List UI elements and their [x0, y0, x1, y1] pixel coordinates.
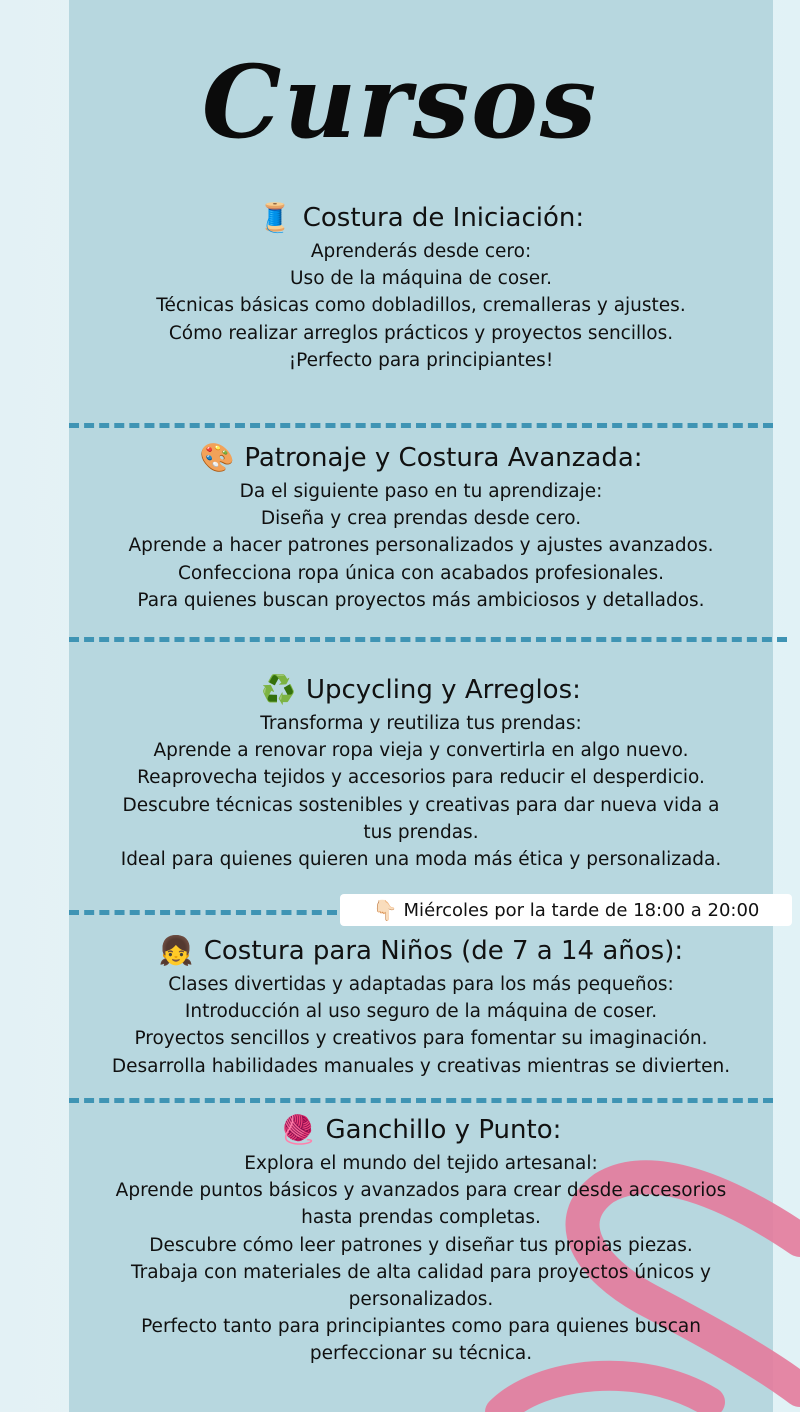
section-divider: [69, 1098, 773, 1103]
recycle-icon: ♻️: [261, 673, 296, 706]
course-title: Ganchillo y Punto:: [325, 1115, 562, 1145]
course-heading: [69, 440, 773, 476]
course-line: Desarrolla habilidades manuales y creativas mientras se divierten.: [111, 1055, 731, 1077]
course-line: Descubre técnicas sostenibles y creativas para dar nueva vida a: [122, 794, 720, 816]
yarn-ball-icon: 🧶: [280, 1113, 316, 1146]
course-line: Trabaja con materiales de alta calidad para proyectos únicos y: [131, 1261, 711, 1283]
thread-spool-icon: 🧵: [257, 201, 293, 234]
page-title: Cursos: [201, 43, 599, 161]
course-title: Costura de Iniciación:: [302, 203, 585, 233]
course-line: Clases divertidas y adaptadas para los más pequeños:: [168, 974, 674, 995]
course-title: Upcycling y Arreglos:: [305, 675, 581, 705]
course-heading: [69, 200, 773, 236]
course-line: Aprende a renovar ropa vieja y convertirla en algo nuevo.: [153, 740, 689, 762]
course-line: Introducción al uso seguro de la máquina de coser.: [184, 1001, 658, 1023]
course-line: Reaprovecha tejidos y accesorios para reducir el desperdicio.: [137, 767, 705, 789]
schedule-badge: [340, 894, 792, 926]
course-line: Técnicas básicas como dobladillos, cremalleras y ajustes.: [156, 295, 686, 317]
course-line: personalizados.: [348, 1289, 494, 1311]
course-section-upcycling: [69, 672, 773, 873]
course-line: Diseña y crea prendas desde cero.: [260, 508, 582, 530]
course-line: Descubre cómo leer patrones y diseñar tus propias piezas.: [149, 1234, 693, 1256]
pointing-down-icon: 👇🏻: [372, 898, 398, 922]
artist-palette-icon: 🎨: [199, 441, 235, 474]
course-title: Costura para Niños (de 7 a 14 años):: [203, 936, 684, 966]
course-title: Patronaje y Costura Avanzada:: [244, 443, 643, 473]
course-heading: [69, 933, 773, 969]
course-line: tus prendas.: [363, 821, 479, 843]
section-divider: [69, 910, 337, 915]
course-section-ganchillo: [69, 1112, 773, 1368]
course-line: Para quienes buscan proyectos más ambiciosos y detallados.: [137, 589, 705, 611]
course-line: Uso de la máquina de coser.: [290, 268, 552, 290]
course-line: Cómo realizar arreglos prácticos y proyectos sencillos.: [168, 322, 674, 344]
course-heading: [69, 672, 773, 708]
course-line: Ideal para quienes quieren una moda más ética y personalizada.: [120, 849, 722, 871]
course-line: Perfecto tanto para principiantes como para quienes buscan: [141, 1316, 701, 1338]
course-line: Explora el mundo del tejido artesanal:: [244, 1153, 598, 1174]
course-line: ¡Perfecto para principiantes!: [288, 349, 554, 371]
course-line: hasta prendas completas.: [301, 1207, 541, 1229]
section-divider: [69, 423, 773, 428]
section-divider: [69, 637, 787, 642]
course-line: Aprenderás desde cero:: [310, 241, 532, 262]
course-section-patronaje: [69, 440, 773, 614]
course-section-ninos: [69, 933, 773, 1080]
course-heading: [69, 1112, 773, 1148]
course-line: Da el siguiente paso en tu aprendizaje:: [239, 481, 603, 502]
course-section-iniciacion: [69, 200, 773, 374]
course-line: Confecciona ropa única con acabados profesionales.: [177, 562, 664, 584]
course-line: Aprende a hacer patrones personalizados y ajustes avanzados.: [128, 535, 714, 557]
girl-icon: 👧: [158, 934, 194, 967]
schedule-text: Miércoles por la tarde de 18:00 a 20:00: [403, 899, 760, 921]
course-line: Proyectos sencillos y creativos para fomentar su imaginación.: [134, 1028, 708, 1050]
course-line: perfeccionar su técnica.: [309, 1343, 533, 1365]
course-line: Aprende puntos básicos y avanzados para crear desde accesorios: [115, 1180, 727, 1202]
course-line: Transforma y reutiliza tus prendas:: [260, 713, 582, 734]
